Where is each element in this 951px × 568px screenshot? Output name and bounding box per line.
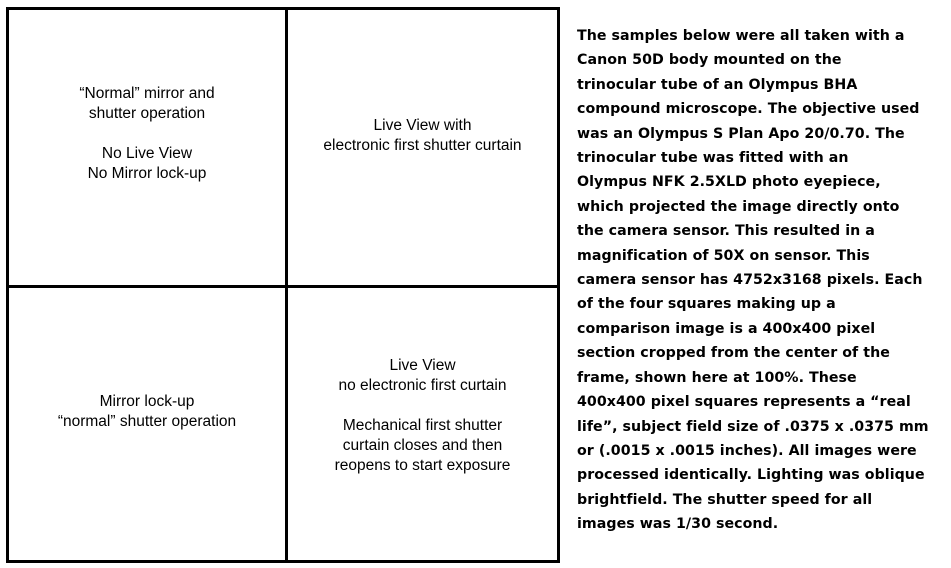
quadrant-label-line: curtain closes and then <box>342 437 503 454</box>
quadrant-top-right <box>288 10 557 285</box>
description-line: section cropped from the center of the <box>577 345 890 362</box>
description-line: the camera sensor. This resulted in a <box>577 223 875 240</box>
quadrant-bottom-left <box>9 288 285 560</box>
quadrant-label-line: Mechanical first shutter <box>342 417 503 434</box>
description-line: which projected the image directly onto <box>577 198 900 215</box>
quadrant-label-line: no electronic first curtain <box>338 377 507 394</box>
description-line: camera sensor has 4752x3168 pixels. Each <box>577 272 923 289</box>
description-line: was an Olympus S Plan Apo 20/0.70. The <box>577 125 905 142</box>
quadrant-label-line: Mirror lock-up <box>99 393 195 410</box>
quadrant-label-line: shutter operation <box>88 104 206 122</box>
quadrant-label-line: electronic first shutter curtain <box>323 136 522 154</box>
description-line: brightfield. The shutter speed for all <box>577 491 873 508</box>
description-line: Canon 50D body mounted on the <box>577 52 842 69</box>
comparison-grid <box>6 7 560 563</box>
description-line: trinocular tube was fitted with an <box>577 150 849 167</box>
quadrant-label-line: “Normal” mirror and <box>79 84 215 102</box>
quadrant-label-line: reopens to start exposure <box>334 457 511 474</box>
description-line: or (.0015 x .0015 inches). All images were <box>577 442 917 459</box>
quadrant-label-line: No Live View <box>101 144 193 162</box>
quadrant-label-line: “normal” shutter operation <box>57 413 237 430</box>
description-line: of the four squares making up a <box>577 296 836 313</box>
description-line: compound microscope. The objective used <box>577 101 920 118</box>
quadrant-top-left <box>9 10 285 285</box>
quadrant-bottom-right <box>288 288 557 560</box>
quadrant-label-line: No Mirror lock-up <box>87 164 207 182</box>
description-line: life”, subject field size of .0375 x .0375 mm <box>577 418 929 435</box>
description-line: images was 1/30 second. <box>577 516 779 533</box>
description-line: processed identically. Lighting was oblique <box>577 467 925 484</box>
description-line: frame, shown here at 100%. These <box>577 369 857 386</box>
description-line: magnification of 50X on sensor. This <box>577 247 870 264</box>
quadrant-label-line: Live View <box>389 357 456 374</box>
description-text <box>577 24 949 537</box>
description-line: The samples below were all taken with a <box>577 28 905 44</box>
description-line: Olympus NFK 2.5XLD photo eyepiece, <box>577 174 881 191</box>
description-line: 400x400 pixel squares represents a “real <box>577 394 911 411</box>
description-line: comparison image is a 400x400 pixel <box>577 320 876 337</box>
quadrant-label-line: Live View with <box>373 116 472 134</box>
description-line: trinocular tube of an Olympus BHA <box>577 76 858 93</box>
